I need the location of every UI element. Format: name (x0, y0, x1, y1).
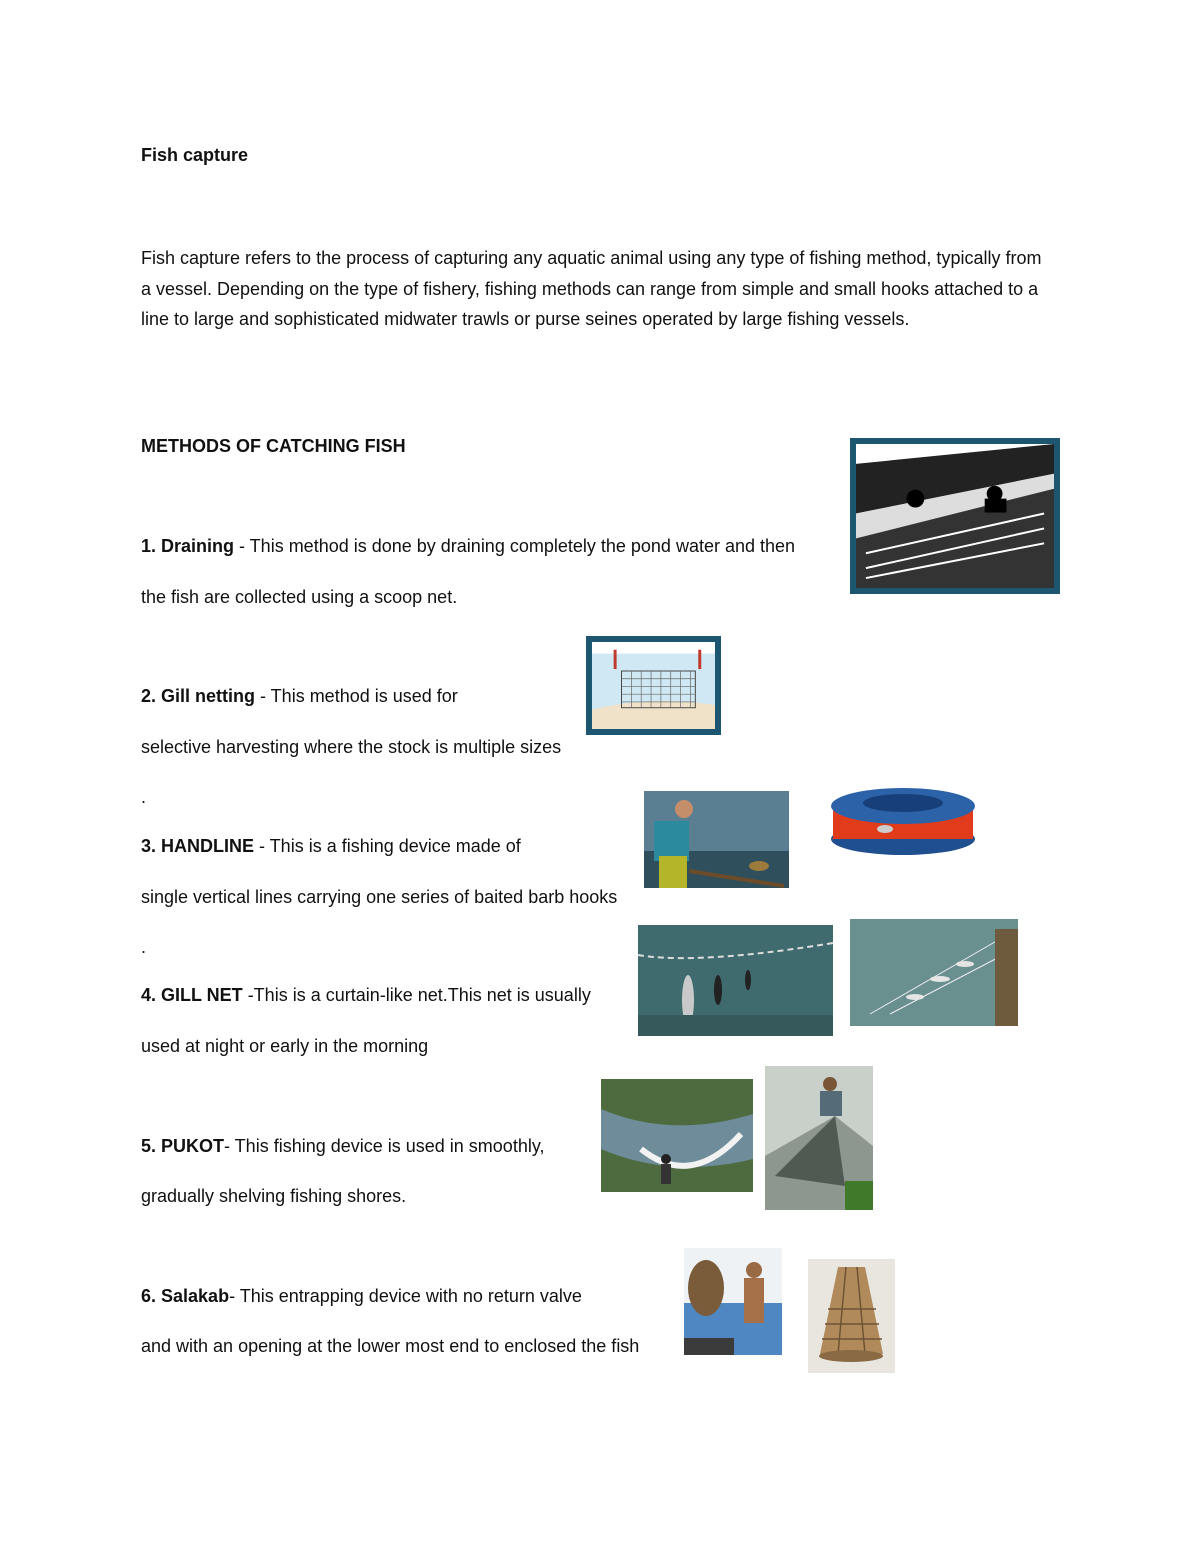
method-5-line (141, 1134, 545, 1158)
salakab-trap-photo (808, 1259, 895, 1373)
method-3-name: 3. HANDLINE (141, 836, 255, 856)
page-title: Fish capture (141, 145, 249, 165)
method-4-name: 4. GILL NET (141, 985, 243, 1005)
gill-net-water-photo-1 (638, 925, 833, 1036)
method-2-line3: . (141, 787, 147, 807)
salakab-fisherman-photo (684, 1248, 782, 1355)
method-5-desc: - This fishing device is used in smoothly, (224, 1136, 545, 1156)
method-1-line2: the fish are collected using a scoop net. (141, 587, 458, 607)
method-5-line2: gradually shelving fishing shores. (141, 1186, 407, 1206)
method-4-desc: -This is a curtain-like net.This net is usually (242, 985, 591, 1005)
method-4-line2: used at night or early in the morning (141, 1036, 429, 1056)
method-2-line (141, 684, 458, 708)
pukot-photo-1 (601, 1079, 753, 1192)
method-5-name: 5. PUKOT (141, 1136, 225, 1156)
method-6-desc: - This entrapping device with no return valve (229, 1286, 582, 1306)
method-6-line2: and with an opening at the lower most end to enclosed the fish (141, 1336, 640, 1356)
method-2-line2: selective harvesting where the stock is multiple sizes (141, 737, 562, 757)
pukot-photo-2 (765, 1066, 873, 1210)
method-1-desc: - This method is done by draining completely the pond water and then (234, 536, 796, 556)
method-3-line2: single vertical lines carrying one series of baited barb hooks (141, 887, 618, 907)
method-6-name: 6. Salakab (141, 1286, 230, 1306)
handline-fisherman-photo (644, 791, 789, 888)
method-1-line (141, 534, 795, 558)
method-3-line (141, 834, 521, 858)
method-2-desc: - This method is used for (255, 686, 458, 706)
method-6-line (141, 1284, 582, 1308)
methods-heading: METHODS OF CATCHING FISH (141, 436, 406, 456)
method-4-line (141, 983, 591, 1007)
gill-netting-diagram-image (586, 636, 721, 735)
gill-net-water-photo-2 (850, 919, 1018, 1026)
method-2-name: 2. Gill netting (141, 686, 256, 706)
draining-illustration-image (850, 438, 1060, 594)
handline-reel-image (828, 781, 978, 858)
intro-paragraph: Fish capture refers to the process of capturing any aquatic animal using any type of fishing method, typically from a vessel. Depending on the type of fishery, fishing methods can range from simple and small hooks attached to a line to large and sophisticated midwater trawls or purse seines operated by large fishing vessels. (141, 248, 1042, 329)
method-1-name: 1. Draining (141, 536, 235, 556)
method-3-desc: - This is a fishing device made of (254, 836, 521, 856)
method-3-line3: . (141, 937, 147, 957)
